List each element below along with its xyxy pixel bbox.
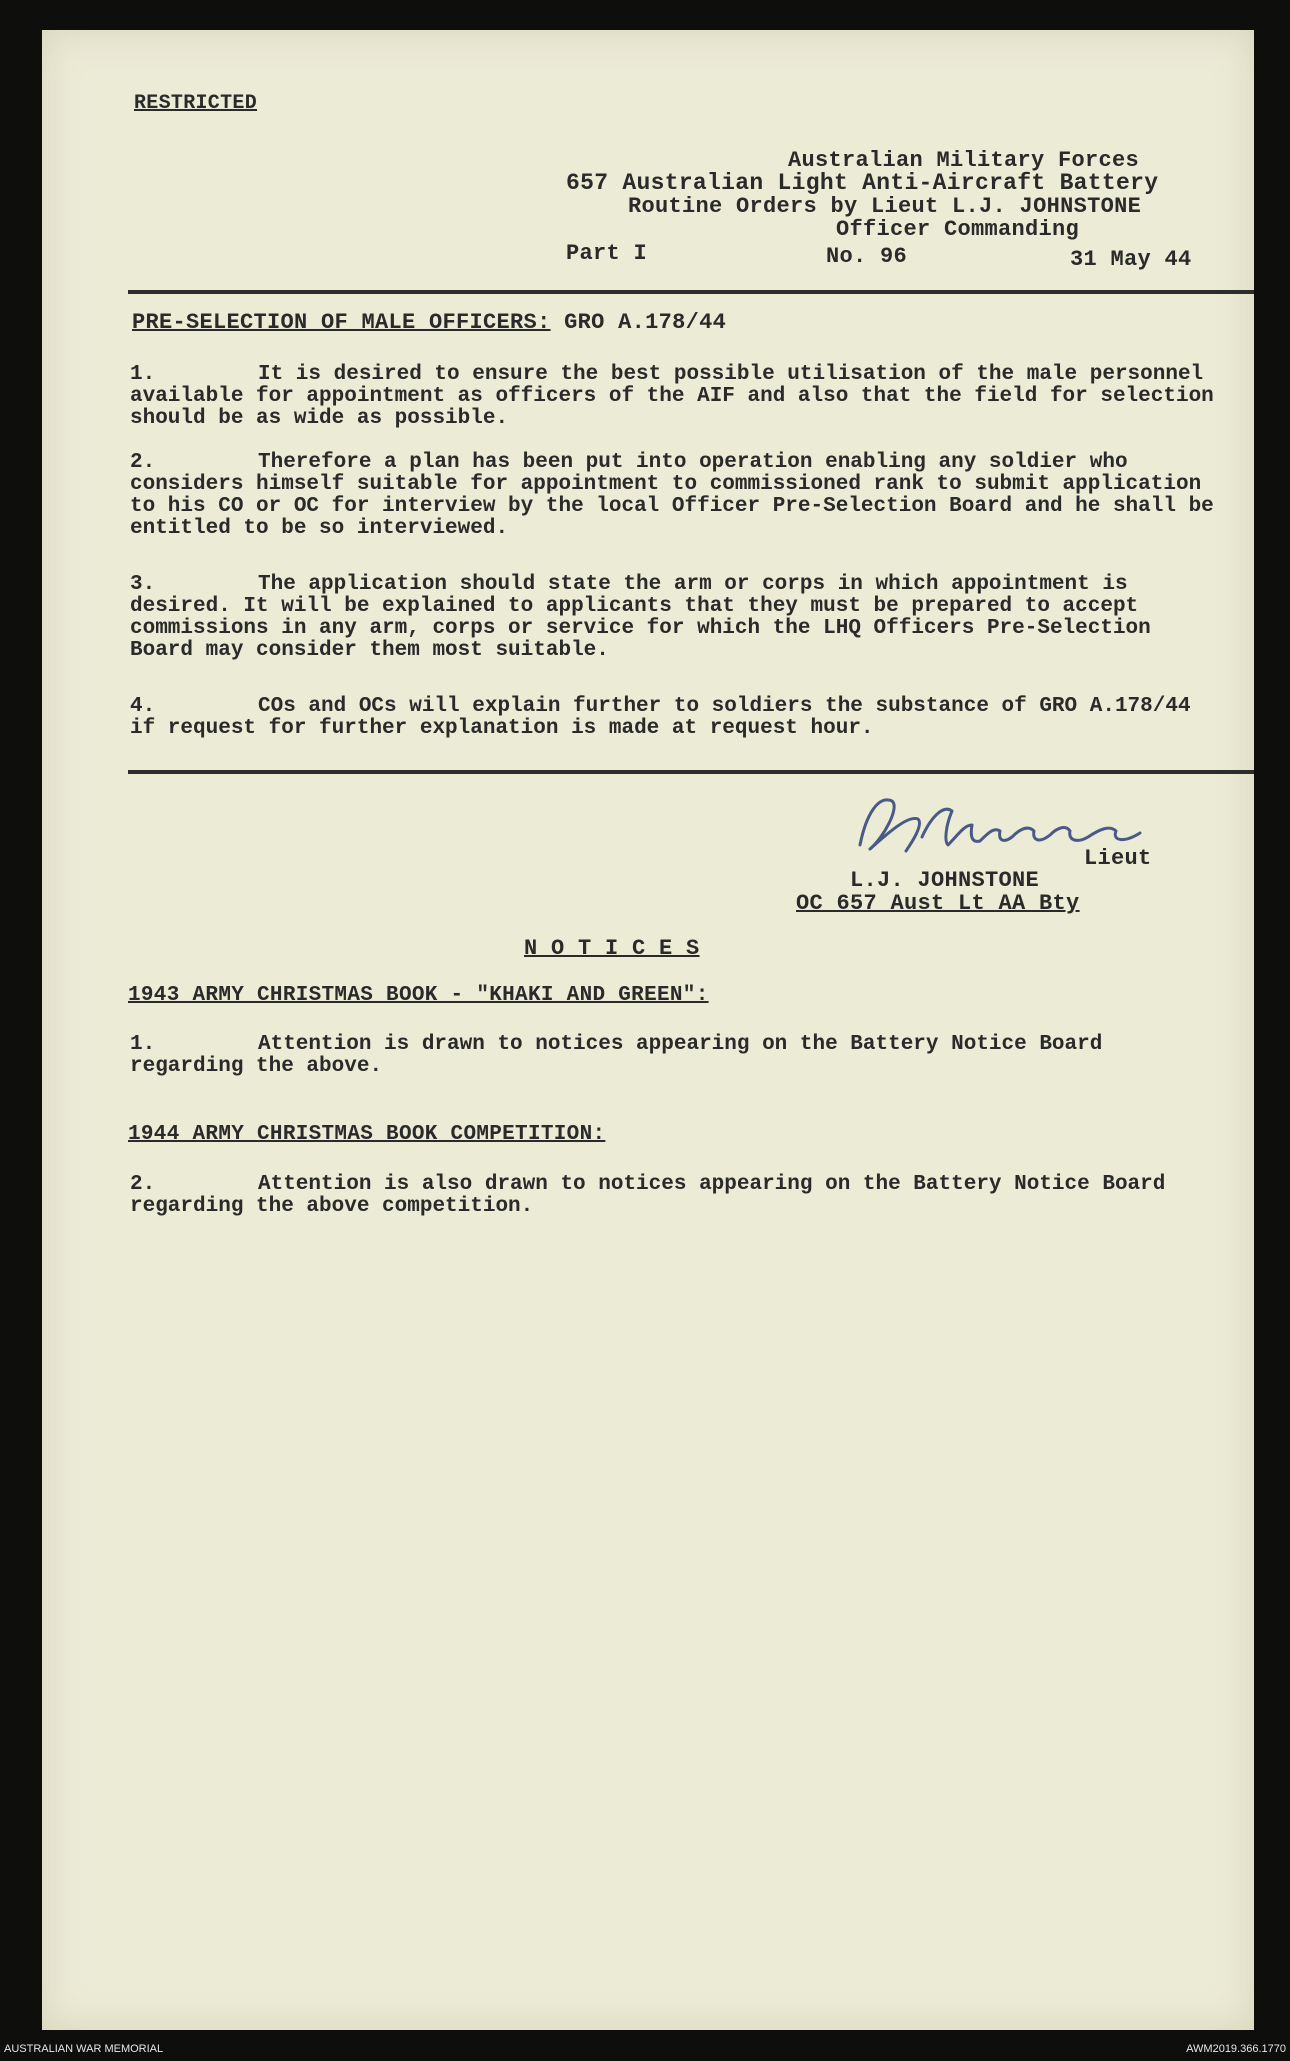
header-line-4: Officer Commanding <box>836 217 1080 242</box>
header-divider <box>128 290 1254 294</box>
notice-heading-2: 1944 ARMY CHRISTMAS BOOK COMPETITION: <box>128 1123 606 1146</box>
classification-stamp: RESTRICTED <box>134 92 258 115</box>
order-date: 31 May 44 <box>1070 247 1192 272</box>
order-number: No. 96 <box>826 244 908 269</box>
notices-title: N O T I C E S <box>524 936 700 961</box>
paragraph-1 <box>130 364 1220 430</box>
paragraph-number: 3. <box>130 573 156 596</box>
paragraph-text: Therefore a plan has been put into operation enabling any soldier who considers himself suitable for appointment to commissioned rank to submit application to his CO or OC for interview by the local Officer Pre-Selection Board and he shall be entitled to be so interviewed. <box>130 451 1214 540</box>
paragraph-text: Attention is also drawn to notices appearing on the Battery Notice Board regarding the above competition. <box>130 1173 1166 1218</box>
paragraph-4 <box>130 696 1220 740</box>
section-reference: GRO A.178/44 <box>564 310 727 335</box>
section-divider <box>128 770 1254 774</box>
notice-paragraph-2 <box>130 1174 1220 1218</box>
notice-heading-1: 1943 ARMY CHRISTMAS BOOK - "KHAKI AND GREEN": <box>128 984 709 1007</box>
signatory-name: L.J. JOHNSTONE <box>850 868 1040 893</box>
paragraph-number: 1. <box>130 1033 156 1056</box>
paragraph-number: 2. <box>130 1173 156 1196</box>
paragraph-text: Attention is drawn to notices appearing on the Battery Notice Board regarding the above. <box>130 1033 1103 1078</box>
section-title <box>132 312 726 334</box>
paragraph-2 <box>130 452 1220 540</box>
footer-accession-number: AWM2019.366.1770 <box>1186 2043 1286 2055</box>
paragraph-3 <box>130 574 1220 662</box>
header-line-3: Routine Orders by Lieut L.J. JOHNSTONE <box>628 194 1142 219</box>
paragraph-text: The application should state the arm or corps in which appointment is desired. It will be explained to applicants that they must be prepared to accept commissions in any arm, corps or service for which the LHQ Officers Pre-Selection Board may consider them most suitable. <box>130 573 1151 662</box>
paragraph-number: 1. <box>130 363 156 386</box>
signatory-unit: OC 657 Aust Lt AA Bty <box>796 891 1080 916</box>
part-label: Part I <box>566 241 648 266</box>
signatory-rank: Lieut <box>1084 846 1152 871</box>
paragraph-number: 4. <box>130 695 156 718</box>
header-line-1: Australian Military Forces <box>788 148 1140 173</box>
section-title-text: PRE-SELECTION OF MALE OFFICERS: <box>132 310 551 335</box>
paragraph-text: It is desired to ensure the best possible utilisation of the male personnel available for appointment as officers of the AIF and also that the field for selection should be as wide as possible. <box>130 363 1214 430</box>
paragraph-number: 2. <box>130 451 156 474</box>
header-line-2: 657 Australian Light Anti-Aircraft Battery <box>566 170 1159 196</box>
paragraph-text: COs and OCs will explain further to soldiers the substance of GRO A.178/44 if request for further explanation is made at request hour. <box>130 695 1191 740</box>
notice-paragraph-1 <box>130 1034 1220 1078</box>
footer-source: AUSTRALIAN WAR MEMORIAL <box>4 2043 164 2055</box>
